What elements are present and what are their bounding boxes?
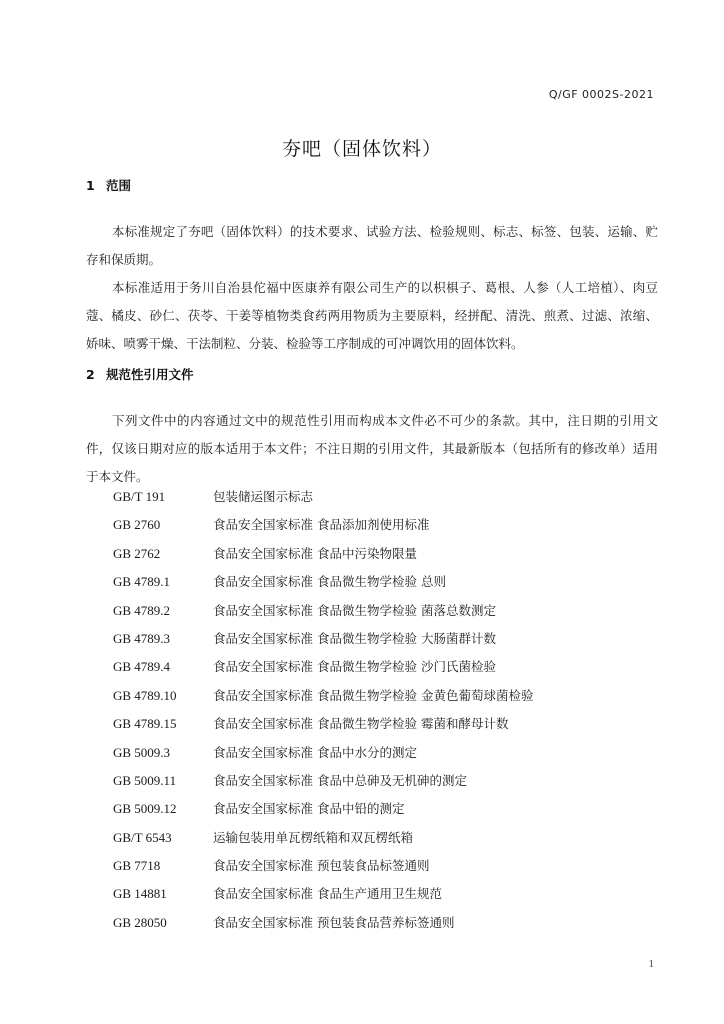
reference-code: GB 28050	[113, 914, 167, 930]
reference-item	[113, 909, 653, 937]
section-title: 范围	[106, 178, 132, 193]
reference-item	[113, 568, 653, 596]
reference-title: 食品安全国家标准 食品微生物学检验 总则	[213, 574, 446, 590]
section-heading	[86, 365, 658, 385]
reference-title: 包装储运图示标志	[213, 489, 314, 504]
reference-item	[113, 739, 653, 767]
reference-list	[113, 483, 653, 937]
document-code: Q/GF 0002S-2021	[548, 88, 654, 101]
reference-code: GB 2760	[113, 517, 161, 533]
section-title: 规范性引用文件	[106, 367, 194, 382]
reference-item	[113, 597, 653, 625]
reference-title: 食品安全国家标准 食品微生物学检验 大肠菌群计数	[213, 630, 496, 646]
reference-title: 食品安全国家标准 食品中污染物限量	[213, 545, 417, 561]
reference-title: 食品安全国家标准 食品添加剂使用标准	[213, 517, 430, 533]
reference-item	[113, 511, 653, 539]
reference-code: GB 4789.3	[113, 630, 171, 646]
section-number: 2	[86, 367, 95, 382]
reference-title: 食品安全国家标准 食品微生物学检验 金黄色葡萄球菌检验	[213, 687, 534, 703]
reference-title: 食品安全国家标准 预包装食品标签通则	[213, 858, 430, 874]
reference-title: 食品安全国家标准 食品生产通用卫生规范	[213, 886, 442, 902]
reference-title: 运输包装用单瓦楞纸箱和双瓦楞纸箱	[213, 829, 414, 845]
reference-title: 食品安全国家标准 食品中水分的测定	[213, 744, 417, 760]
reference-code: GB 2762	[113, 545, 161, 561]
reference-item	[113, 625, 653, 653]
reference-item	[113, 540, 653, 568]
reference-code: GB 4789.2	[113, 602, 171, 618]
reference-title: 食品安全国家标准 食品微生物学检验 沙门氏菌检验	[213, 659, 496, 675]
reference-title: 食品安全国家标准 食品中总砷及无机砷的测定	[213, 772, 467, 788]
reference-item	[113, 852, 653, 880]
reference-code: GB 4789.15	[113, 716, 177, 732]
reference-item	[113, 682, 653, 710]
paragraph: 下列文件中的内容通过文中的规范性引用而构成本文件必不可少的条款。其中，注日期的引用文件，仅该日期对应的版本适用于本文件；不注日期的引用文件，其最新版本（包括所有的修改单）适用于本文件。	[86, 413, 658, 484]
reference-code: GB 7718	[113, 858, 161, 874]
paragraph: 本标准适用于务川自治县佗福中医康养有限公司生产的以枳椇子、葛根、人参（人工培植）、肉豆蔻、橘皮、砂仁、茯苓、干姜等植物类食药两用物质为主要原料，经拼配、清洗、煎煮、过滤、浓缩、娇味、喷雾干燥、干法制粒、分装、检验等工序制成的可冲调饮用的固体饮料。	[86, 280, 658, 351]
reference-code: GB 4789.4	[113, 659, 171, 675]
page-number: 1	[648, 958, 654, 970]
reference-code: GB/T 6543	[113, 829, 172, 845]
reference-item	[113, 824, 653, 852]
document-title: 夯吧（固体饮料）	[281, 138, 442, 160]
paragraph: 本标准规定了夯吧（固体饮料）的技术要求、试验方法、检验规则、标志、标签、包装、运输、贮存和保质期。	[86, 224, 658, 267]
reference-item	[113, 880, 653, 908]
reference-item	[113, 653, 653, 681]
reference-code: GB 4789.10	[113, 687, 177, 703]
reference-code: GB 5009.12	[113, 801, 177, 817]
reference-code: GB 5009.11	[113, 772, 177, 788]
reference-code: GB 14881	[113, 886, 167, 902]
section-number: 1	[86, 178, 95, 193]
reference-item	[113, 795, 653, 823]
reference-item	[113, 710, 653, 738]
section-heading	[86, 176, 658, 196]
reference-title: 食品安全国家标准 食品中铅的测定	[213, 801, 405, 817]
reference-item	[113, 483, 653, 511]
reference-code: GB 5009.3	[113, 744, 171, 760]
reference-code: GB 4789.1	[113, 574, 171, 590]
reference-title: 食品安全国家标准 食品微生物学检验 菌落总数测定	[213, 602, 496, 618]
reference-code: GB/T 191	[113, 489, 166, 504]
section-scope	[86, 176, 658, 358]
reference-item	[113, 767, 653, 795]
reference-title: 食品安全国家标准 食品微生物学检验 霉菌和酵母计数	[213, 716, 509, 732]
section-normative-references	[86, 365, 658, 491]
reference-title: 食品安全国家标准 预包装食品营养标签通则	[213, 914, 455, 930]
